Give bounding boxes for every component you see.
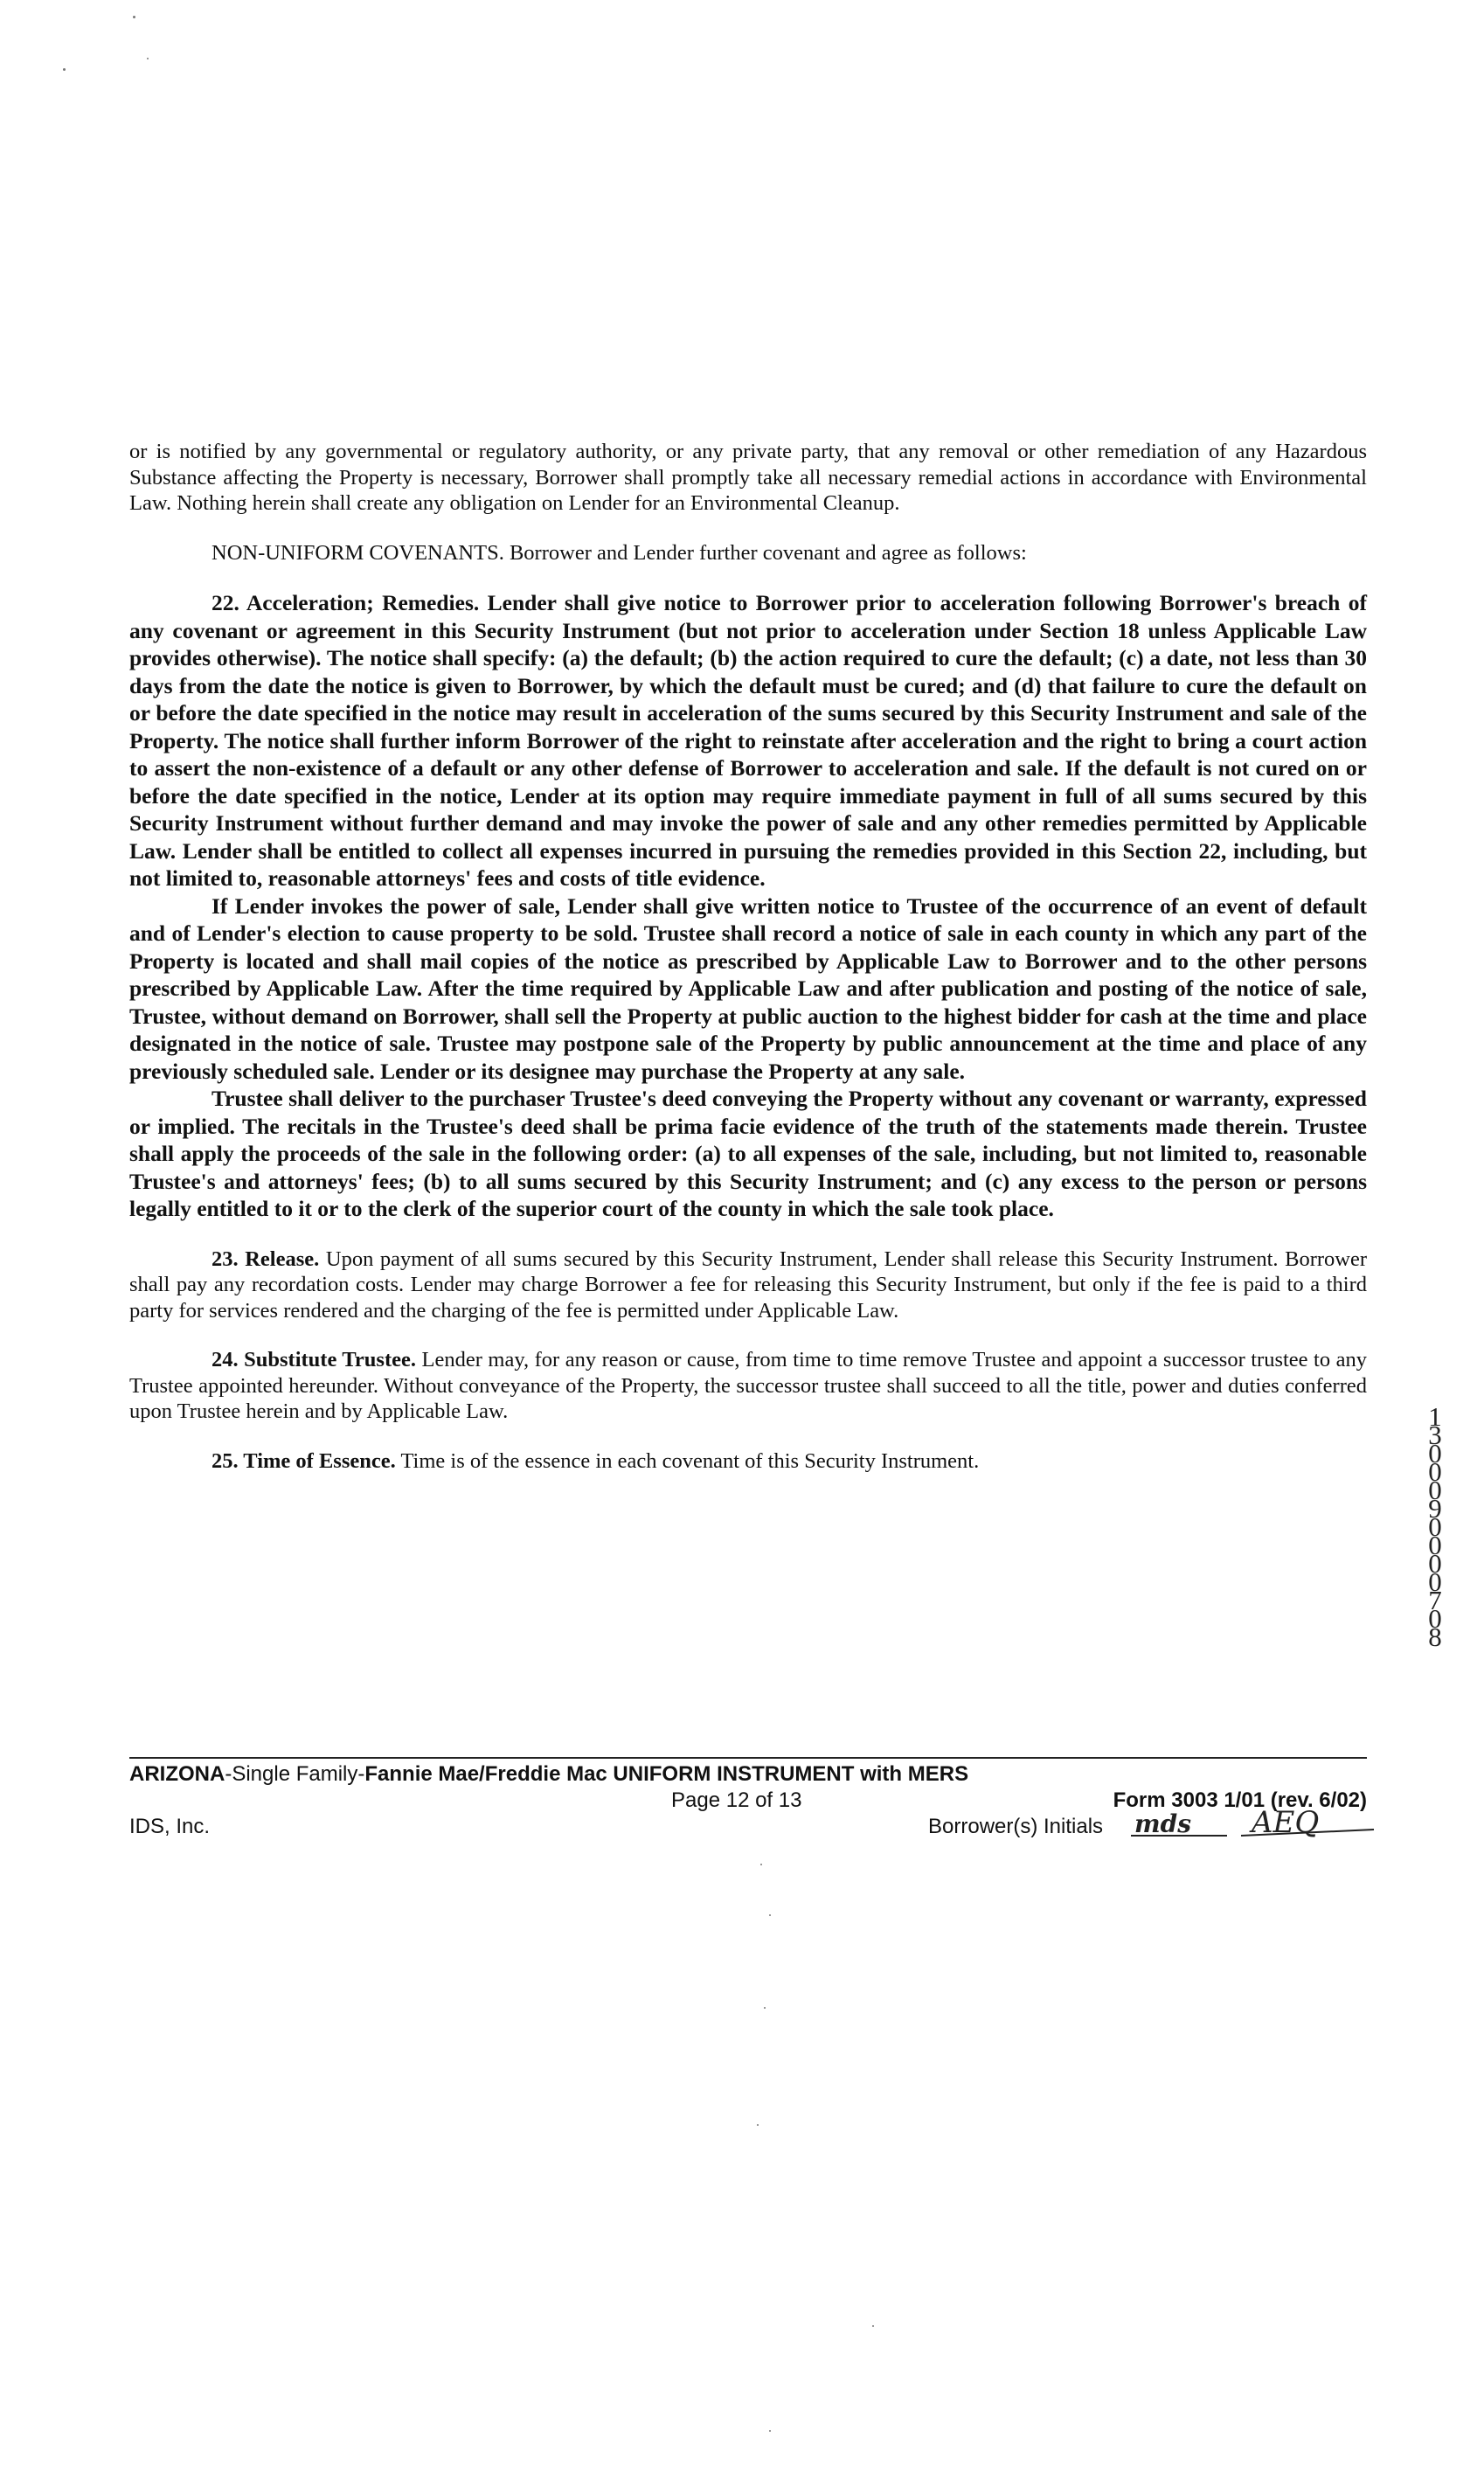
section-23-paragraph	[129, 1246, 1367, 1324]
section-22-heading: 22. Acceleration; Remedies.	[212, 590, 480, 615]
vendor-name: IDS, Inc.	[129, 1815, 211, 1838]
borrower-initials-signatures	[1131, 1802, 1376, 1844]
section-24-heading: 24. Substitute Trustee.	[212, 1348, 416, 1371]
footer-title-row	[129, 1762, 1367, 1788]
section-22-paragraph-3: Trustee shall deliver to the purchaser Trustee's deed conveying the Property without any covenant or warranty, expressed or implied. The recitals in the Trustee's deed shall be prima facie evidence of the truth of the statements made therein. Trustee shall apply the proceeds of the sale in the following order: (a) to all expenses of the sale, including, but not limited to, reasonable Trustee's and attorneys' fees; (b) to all sums secured by this Security Instrument; and (c) any excess to the person or persons legally entitled to it or to the clerk of the superior court of the county in which the sale took place.	[129, 1086, 1367, 1221]
non-uniform-covenants-intro: NON-UNIFORM COVENANTS. Borrower and Lender further covenant and agree as follows:	[212, 540, 1027, 565]
footer-rule	[129, 1757, 1367, 1759]
footer-state: ARIZONA	[129, 1762, 225, 1786]
footer-form-desc-bold: Fannie Mae/Freddie Mac UNIFORM INSTRUMENT with MERS	[364, 1762, 969, 1786]
section-25-text: Time is of the essence in each covenant of this Security Instrument.	[400, 1448, 980, 1473]
margin-recording-number	[1418, 1401, 1453, 1652]
scan-speck	[872, 2325, 874, 2327]
section-23-text: Upon payment of all sums secured by this Security Instrument, Lender shall release this Security Instrument. Borrower shall pay any recordation costs. Lender may charge Borrower a fee for releasing this Security Instrument, but only if the fee is paid to a third party for services rendered and the charging of the fee is permitted under Applicable Law.	[129, 1246, 1367, 1323]
initials-signature-svg	[1131, 1802, 1376, 1844]
footer-vendor-row	[129, 1805, 1367, 1841]
section-23-heading: 23. Release.	[212, 1246, 320, 1271]
section-22-text: Lender shall give notice to Borrower prior to acceleration following Borrower's breach of any covenant or agreement in this Security Instrument (but not prior to acceleration under Section 18 unless Applicable Law provides otherwise). The notice shall specify: (a) the default; (b) the action required to cure the default; (c) a date, not less than 30 days from the date the notice is given to Borrower, by which the default must be cured; and (d) that failure to cure the default on or before the date specified in the notice may result in acceleration of the sums secured by this Security Instrument and sale of the Property. The notice shall further inform Borrower of the right to reinstate after acceleration and the right to bring a court action to assert the non-existence of a default or any other defense of Borrower to acceleration and sale. If the default is not cured on or before the date specified in the notice, Lender at its option may require immediate payment in full of all sums secured by this Security Instrument without further demand and may invoke the power of sale and any other remedies permitted by Applicable Law. Lender shall be entitled to collect all expenses incurred in pursuing the remedies provided in this Section 22, including, but not limited to, reasonable attorneys' fees and costs of title evidence.	[129, 590, 1367, 891]
footer-form-desc-plain: -Single Family-	[225, 1762, 365, 1786]
scan-speck	[133, 16, 135, 18]
scan-speck	[764, 2007, 766, 2009]
section-25-heading: 25. Time of Essence.	[212, 1448, 396, 1473]
section-24-text: Lender may, for any reason or cause, from time to time remove Trustee and appoint a successor trustee to any Trustee appointed hereunder. Without conveyance of the Property, the successor trustee shall succeed to all the title, power and duties conferred upon Trustee herein and by Applicable Law.	[129, 1348, 1368, 1423]
scan-speck	[769, 1914, 771, 1916]
section-24-paragraph	[129, 1347, 1367, 1425]
scan-speck	[147, 58, 149, 59]
initials-signature-2: AEQ	[1252, 1805, 1320, 1840]
continuation-paragraph: or is notified by any governmental or regulatory authority, or any private party, that any removal or other remediation of any Hazardous Substance affecting the Property is necessary, Borrower shall promptly take all necessary remedial actions in accordance with Environmental Law. Nothing herein shall create any obligation on Lender for an Environmental Cleanup.	[129, 440, 1367, 515]
borrower-initials-label: Borrower(s) Initials	[928, 1815, 1104, 1838]
form-number: Form 3003 1/01 (rev. 6/02)	[1113, 1788, 1367, 1812]
margin-recording-number-text: 1 3 0 0 0 9 0 0 0 0 7 0 8	[1428, 1401, 1442, 1652]
section-25-paragraph	[129, 1448, 1367, 1475]
scan-speck	[760, 1864, 762, 1865]
scan-speck	[757, 2124, 759, 2126]
scan-speck	[769, 2430, 771, 2432]
section-22-paragraph-2: If Lender invokes the power of sale, Lender shall give written notice to Trustee of the occurrence of an event of default and of Lender's election to cause property to be sold. Trustee shall record a notice of sale in each county in which any part of the Property is located and shall mail copies of the notice as prescribed by Applicable Law to Borrower and to the other persons prescribed by Applicable Law. After the time required by Applicable Law and after publication and posting of the notice of sale, Trustee, without demand on Borrower, shall sell the Property at public auction to the highest bidder for cash at the time and place designated in the notice of sale. Trustee may postpone sale of the Property by public announcement at the time and place of any previously scheduled sale. Lender or its designee may purchase the Property at any sale.	[129, 892, 1367, 1084]
form-footer	[129, 1757, 1367, 1841]
scan-speck	[63, 68, 66, 71]
section-22-paragraph-1	[129, 589, 1367, 892]
initials-signature-1: mds	[1134, 1809, 1191, 1838]
page-number: Page 12 of 13	[671, 1788, 802, 1812]
document-body	[129, 439, 1367, 1474]
